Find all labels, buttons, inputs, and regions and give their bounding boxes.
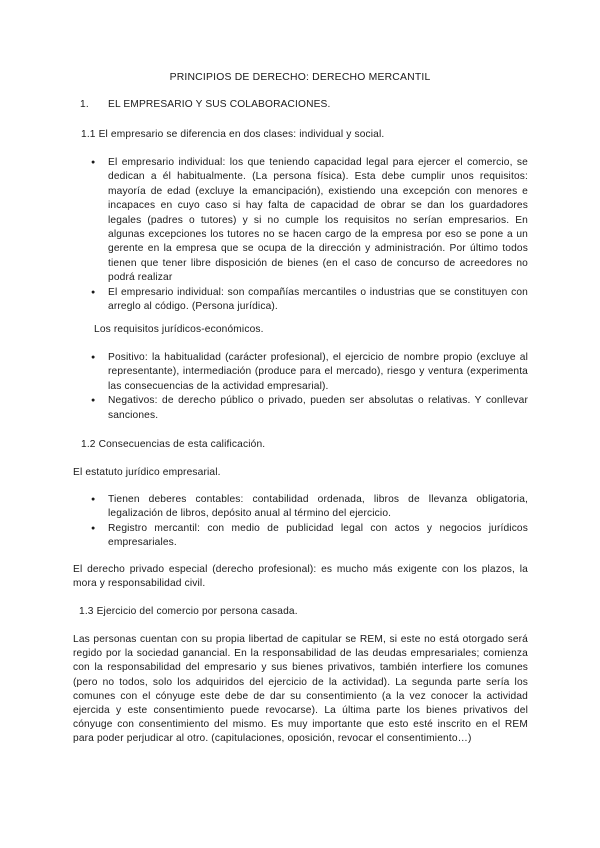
- list-item: ● Positivo: la habitualidad (carácter profesional), el ejercicio de nombre propio (excluye al representante), intermediación (produce para el mercado), riesgo y ventura (experimenta las consecuencias de la actividad empresarial).: [91, 351, 528, 394]
- list-item: ● El empresario individual: son compañías mercantiles o industrias que se constituyen con arreglo al código. (Persona jurídica).: [91, 286, 528, 315]
- document-title: PRINCIPIOS DE DERECHO: DERECHO MERCANTIL: [169, 72, 431, 83]
- section-1-title: EL EMPRESARIO Y SUS COLABORACIONES.: [108, 99, 331, 110]
- list-item: ● Registro mercantil: con medio de publicidad legal con actos y negocios jurídicos empresariales.: [91, 522, 528, 551]
- requisitos-heading: Los requisitos jurídicos-económicos.: [94, 324, 264, 335]
- subsection-1-2-heading: 1.2 Consecuencias de esta calificación.: [81, 439, 266, 450]
- section-1-heading: [80, 98, 330, 112]
- estatuto-heading: El estatuto jurídico empresarial.: [73, 467, 221, 478]
- rem-paragraph: Las personas cuentan con su propia libertad de capitular se REM, si este no está otorgado será regido por la sociedad ganancial. En la responsabilidad de las deudas empresariales; comienza con la responsabilidad del empresario y sus bienes privativos, también interfiere los comunes (pero no todos, solo los adquiridos del ejercicio de la actividad). La segunda parte sería los comunes con el cónyuge este debe de dar su consentimiento (a la vez conocer la actividad ejercida y este consentimiento puede revocarse). La última parte los bienes privativos del cónyuge con consentimiento del mismo. Es muy importante que esto esté inscrito en el REM para poder perjudicar al otro. (capitulaciones, oposición, revocar el consentimiento…): [73, 634, 528, 745]
- subsection-1-1-heading: 1.1 El empresario se diferencia en dos clases: individual y social.: [81, 129, 385, 140]
- list-item: ● Negativos: de derecho público o privado, pueden ser absolutas o relativas. Y conllevar sanciones.: [91, 394, 528, 423]
- estatuto-list: [91, 493, 528, 551]
- section-1-number: 1.: [80, 99, 89, 110]
- derecho-privado-paragraph: El derecho privado especial (derecho profesional): es mucho más exigente con los plazos, la mora y responsabilidad civil.: [73, 564, 528, 590]
- requisitos-list: [91, 351, 528, 423]
- subsection-1-3-heading: 1.3 Ejercicio del comercio por persona casada.: [79, 606, 298, 617]
- list-item: ● Tienen deberes contables: contabilidad ordenada, libros de llevanza obligatoria, legalización de libros, depósito anual al término del ejercicio.: [91, 493, 528, 522]
- list-item: ● El empresario individual: los que teniendo capacidad legal para ejercer el comercio, se dedican a él habitualmente. (La persona física). Esta debe cumplir unos requisitos: mayoría de edad (excluye la emancipación), existiendo una excepción con menores e incapaces en cuyo caso si hay falta de capacidad de obrar se dan los guardadores legales (padres o tutores) y si no cumple los requisitos no serían empresarios. En algunas excepciones los tutores no se hacen cargo de la empresa por eso se pone a un gerente en la empresa que se ocupa de la dirección y administración. Por último todos tienen que tener libre disposición de bienes (en el caso de concurso de acreedores no podrá realizar: [91, 156, 528, 286]
- clases-list: [91, 156, 528, 314]
